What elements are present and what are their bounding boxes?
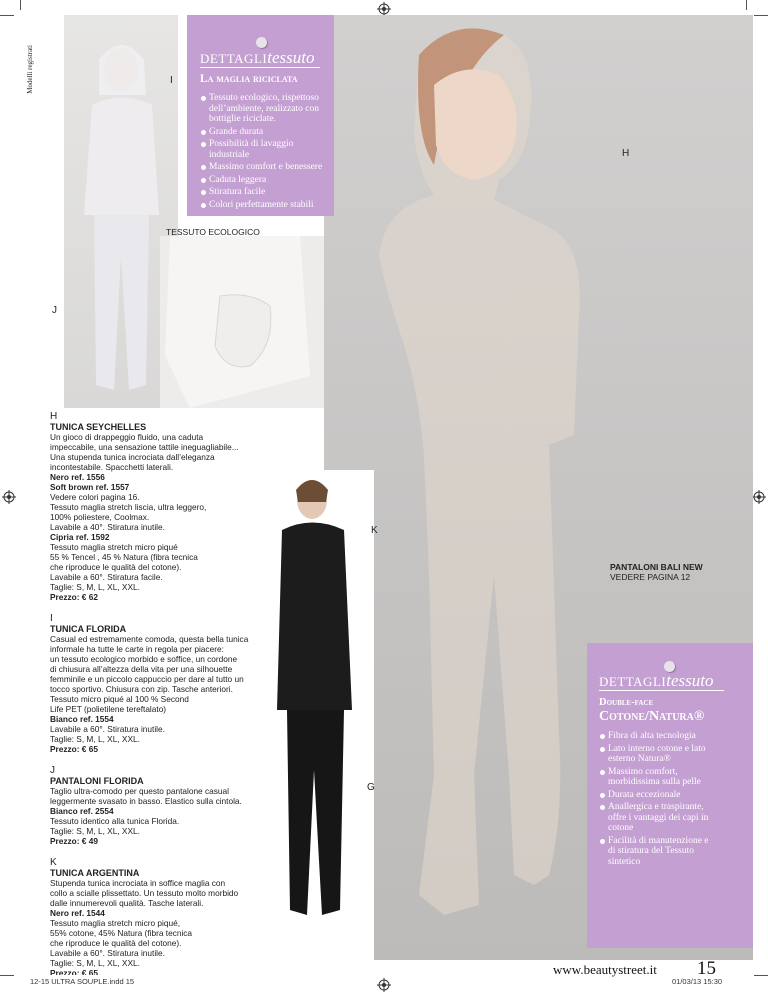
product-block <box>50 614 250 754</box>
panel-feature-item: Massimo comfort, morbidissima sulla pelle <box>599 767 711 788</box>
product-line: Tessuto maglia stretch micro piqué <box>50 542 178 552</box>
product-line: Un gioco di drappeggio fluido, una caduta <box>50 432 204 442</box>
product-letter: I <box>50 613 53 624</box>
registration-mark-icon <box>2 490 16 504</box>
panel-divider <box>200 67 320 68</box>
product-block <box>50 766 250 846</box>
product-name: TUNICA SEYCHELLES <box>50 422 147 432</box>
panel-title-b: tessuto <box>267 48 315 67</box>
registration-mark-icon <box>377 2 391 16</box>
fabric-details-panel-bottom <box>587 643 753 948</box>
panel-feature-item: Durata eccezionale <box>599 790 711 801</box>
product-line: Tessuto maglia stretch liscia, ultra leggero, <box>50 502 207 512</box>
tag-eco: TESSUTO ECOLOGICO <box>166 227 260 237</box>
product-line: Tessuto micro piqué al 100 % Second <box>50 694 189 704</box>
product-letter: K <box>50 857 57 868</box>
product-line: Taglio ultra-comodo per questo pantalone casual <box>50 786 229 796</box>
product-ref: Bianco ref. 1554 <box>50 714 114 724</box>
model-k-figure <box>252 470 374 960</box>
crop-mark <box>754 15 768 16</box>
page-number: 15 <box>697 958 716 979</box>
panel-heading-line1: Double-face <box>599 697 654 708</box>
fabric-detail-figure <box>160 236 324 408</box>
product-line: Life PET (polietilene tereftalato) <box>50 704 167 714</box>
crop-mark <box>0 975 14 976</box>
panel-heading-line2: Cotone/Natura® <box>599 709 705 724</box>
tag-h: H <box>622 148 630 159</box>
product-letter: H <box>50 411 58 422</box>
product-line: collo a scialle plissettato. Un tessuto molto morbido <box>50 888 239 898</box>
product-line: Vedere colori pagina 16. <box>50 492 140 502</box>
panel-feature-list <box>200 93 330 212</box>
panel-feature-item: Grande durata <box>200 127 330 138</box>
panel-feature-item: Possibilità di lavaggio industriale <box>200 139 330 160</box>
product-line: Lavabile a 60°. Stiratura facile. <box>50 572 163 582</box>
product-ref: Soft brown ref. 1557 <box>50 482 130 492</box>
photo-fabric-detail <box>160 236 324 408</box>
product-line: 100% poliestere, Coolmax. <box>50 512 150 522</box>
panel-heading: La maglia riciclata <box>200 73 298 85</box>
panel-title <box>599 671 713 691</box>
product-line: Tessuto maglia stretch micro piqué, <box>50 918 181 928</box>
product-line: informale ha tutte le carte in regola per piacere: <box>50 644 224 654</box>
panel-feature-item: Colori perfettamente stabili <box>200 200 330 211</box>
product-ref: Cipria ref. 1592 <box>50 532 110 542</box>
product-name: PANTALONI FLORIDA <box>50 776 144 786</box>
product-line: leggermente svasato in basso. Elastico sulla cintola. <box>50 796 242 806</box>
product-block <box>50 858 250 975</box>
product-line: tocco sportivo. Chiusura con zip. Tasche anteriori. <box>50 684 233 694</box>
tag-j: J <box>52 305 57 316</box>
product-block <box>50 412 250 602</box>
product-line: Casual ed estremamente comoda, questa bella tunica <box>50 634 249 644</box>
panel-feature-item: Caduta leggera <box>200 175 330 186</box>
product-name: TUNICA FLORIDA <box>50 624 127 634</box>
panel-title <box>200 48 314 68</box>
product-line: un tessuto ecologico morbido e soffice, un cordone <box>50 654 238 664</box>
panel-feature-item: Facilità di manutenzione e di stiratura del Tessuto sintetico <box>599 836 711 868</box>
product-line: impeccabile, una sensazione tattile ineguagliabile... <box>50 442 239 452</box>
panel-feature-item: Anallergica e traspirante, offre i vantaggi dei capi in cotone <box>599 802 711 834</box>
product-price: Prezzo: € 62 <box>50 592 98 602</box>
registration-mark-icon <box>377 978 391 992</box>
pant-label-sub: VEDERE PAGINA 12 <box>610 572 691 582</box>
tag-g: G <box>367 782 375 793</box>
footer-timestamp: 01/03/13 15:30 <box>672 977 723 986</box>
product-price: Prezzo: € 49 <box>50 836 98 846</box>
panel-feature-item: Fibra di alta tecnologia <box>599 731 711 742</box>
panel-title-b: tessuto <box>666 671 714 690</box>
panel-feature-item: Stiratura facile <box>200 187 330 198</box>
panel-divider <box>599 690 724 691</box>
product-ref: Nero ref. 1544 <box>50 908 105 918</box>
crop-mark <box>754 975 768 976</box>
crop-mark <box>20 0 21 10</box>
product-line: che riproduce le qualità del cotone). <box>50 938 182 948</box>
product-line: Lavabile a 60°. Stiratura inutile. <box>50 724 165 734</box>
crop-mark <box>746 0 747 10</box>
photo-model-k <box>252 470 374 960</box>
panel-feature-list <box>599 731 711 869</box>
product-descriptions <box>50 408 250 975</box>
product-price: Prezzo: € 65 <box>50 968 98 975</box>
product-line: dalle innumerevoli qualità. Tasche laterali. <box>50 898 204 908</box>
crop-mark <box>0 15 14 16</box>
product-line: Taglie: S, M, L, XL, XXL. <box>50 582 140 592</box>
catalog-page <box>20 15 753 975</box>
tag-i: I <box>170 75 173 86</box>
pant-label-title: PANTALONI BALI NEW <box>610 562 703 572</box>
panel-feature-item: Tessuto ecologico, rispettoso dell’ambiente, realizzato con bottiglie riciclate. <box>200 93 330 125</box>
tag-k: K <box>371 525 378 536</box>
pant-label <box>610 562 703 582</box>
fabric-details-panel-top <box>187 15 334 216</box>
footer-file-info: 12-15 ULTRA SOUPLE.indd 15 <box>30 977 135 986</box>
product-line: Taglie: S, M, L, XL, XXL. <box>50 826 140 836</box>
product-line: Lavabile a 40°. Stiratura inutile. <box>50 522 165 532</box>
panel-title-a: DETTAGLI <box>200 51 268 66</box>
product-line: femminile e un piccolo cappuccio per dare al tutto un <box>50 674 244 684</box>
product-line: incontestabile. Spacchetti laterali. <box>50 462 174 472</box>
product-line: che riproduce le qualità del cotone). <box>50 562 182 572</box>
product-line: Stupenda tunica incrociata in soffice maglia con <box>50 878 226 888</box>
product-line: Tessuto identico alla tunica Florida. <box>50 816 180 826</box>
panel-pin-icon <box>256 37 267 48</box>
product-line: Lavabile a 60°. Stiratura inutile. <box>50 948 165 958</box>
product-ref: Bianco ref. 2554 <box>50 806 114 816</box>
panel-title-a: DETTAGLI <box>599 674 667 689</box>
product-ref: Nero ref. 1556 <box>50 472 105 482</box>
product-name: TUNICA ARGENTINA <box>50 868 140 878</box>
product-line: 55% cotone, 45% Natura (fibra tecnica <box>50 928 193 938</box>
side-label: Modelli registrati <box>26 45 34 94</box>
product-line: di chiusura all’altezza della vita per una silhouette <box>50 664 233 674</box>
panel-feature-item: Massimo comfort e benessere <box>200 162 330 173</box>
website-url[interactable]: www.beautystreet.it <box>553 962 657 977</box>
product-price: Prezzo: € 65 <box>50 744 98 754</box>
registration-mark-icon <box>752 490 766 504</box>
product-letter: J <box>50 765 55 776</box>
product-line: Taglie: S, M, L, XL, XXL. <box>50 958 140 968</box>
product-line: 55 % Tencel , 45 % Natura (fibra tecnica <box>50 552 198 562</box>
panel-feature-item: Lato interno cotone e lato esterno Natura® <box>599 744 711 765</box>
product-line: Una stupenda tunica incrociata dall’eleganza <box>50 452 215 462</box>
product-line: Taglie: S, M, L, XL, XXL. <box>50 734 140 744</box>
